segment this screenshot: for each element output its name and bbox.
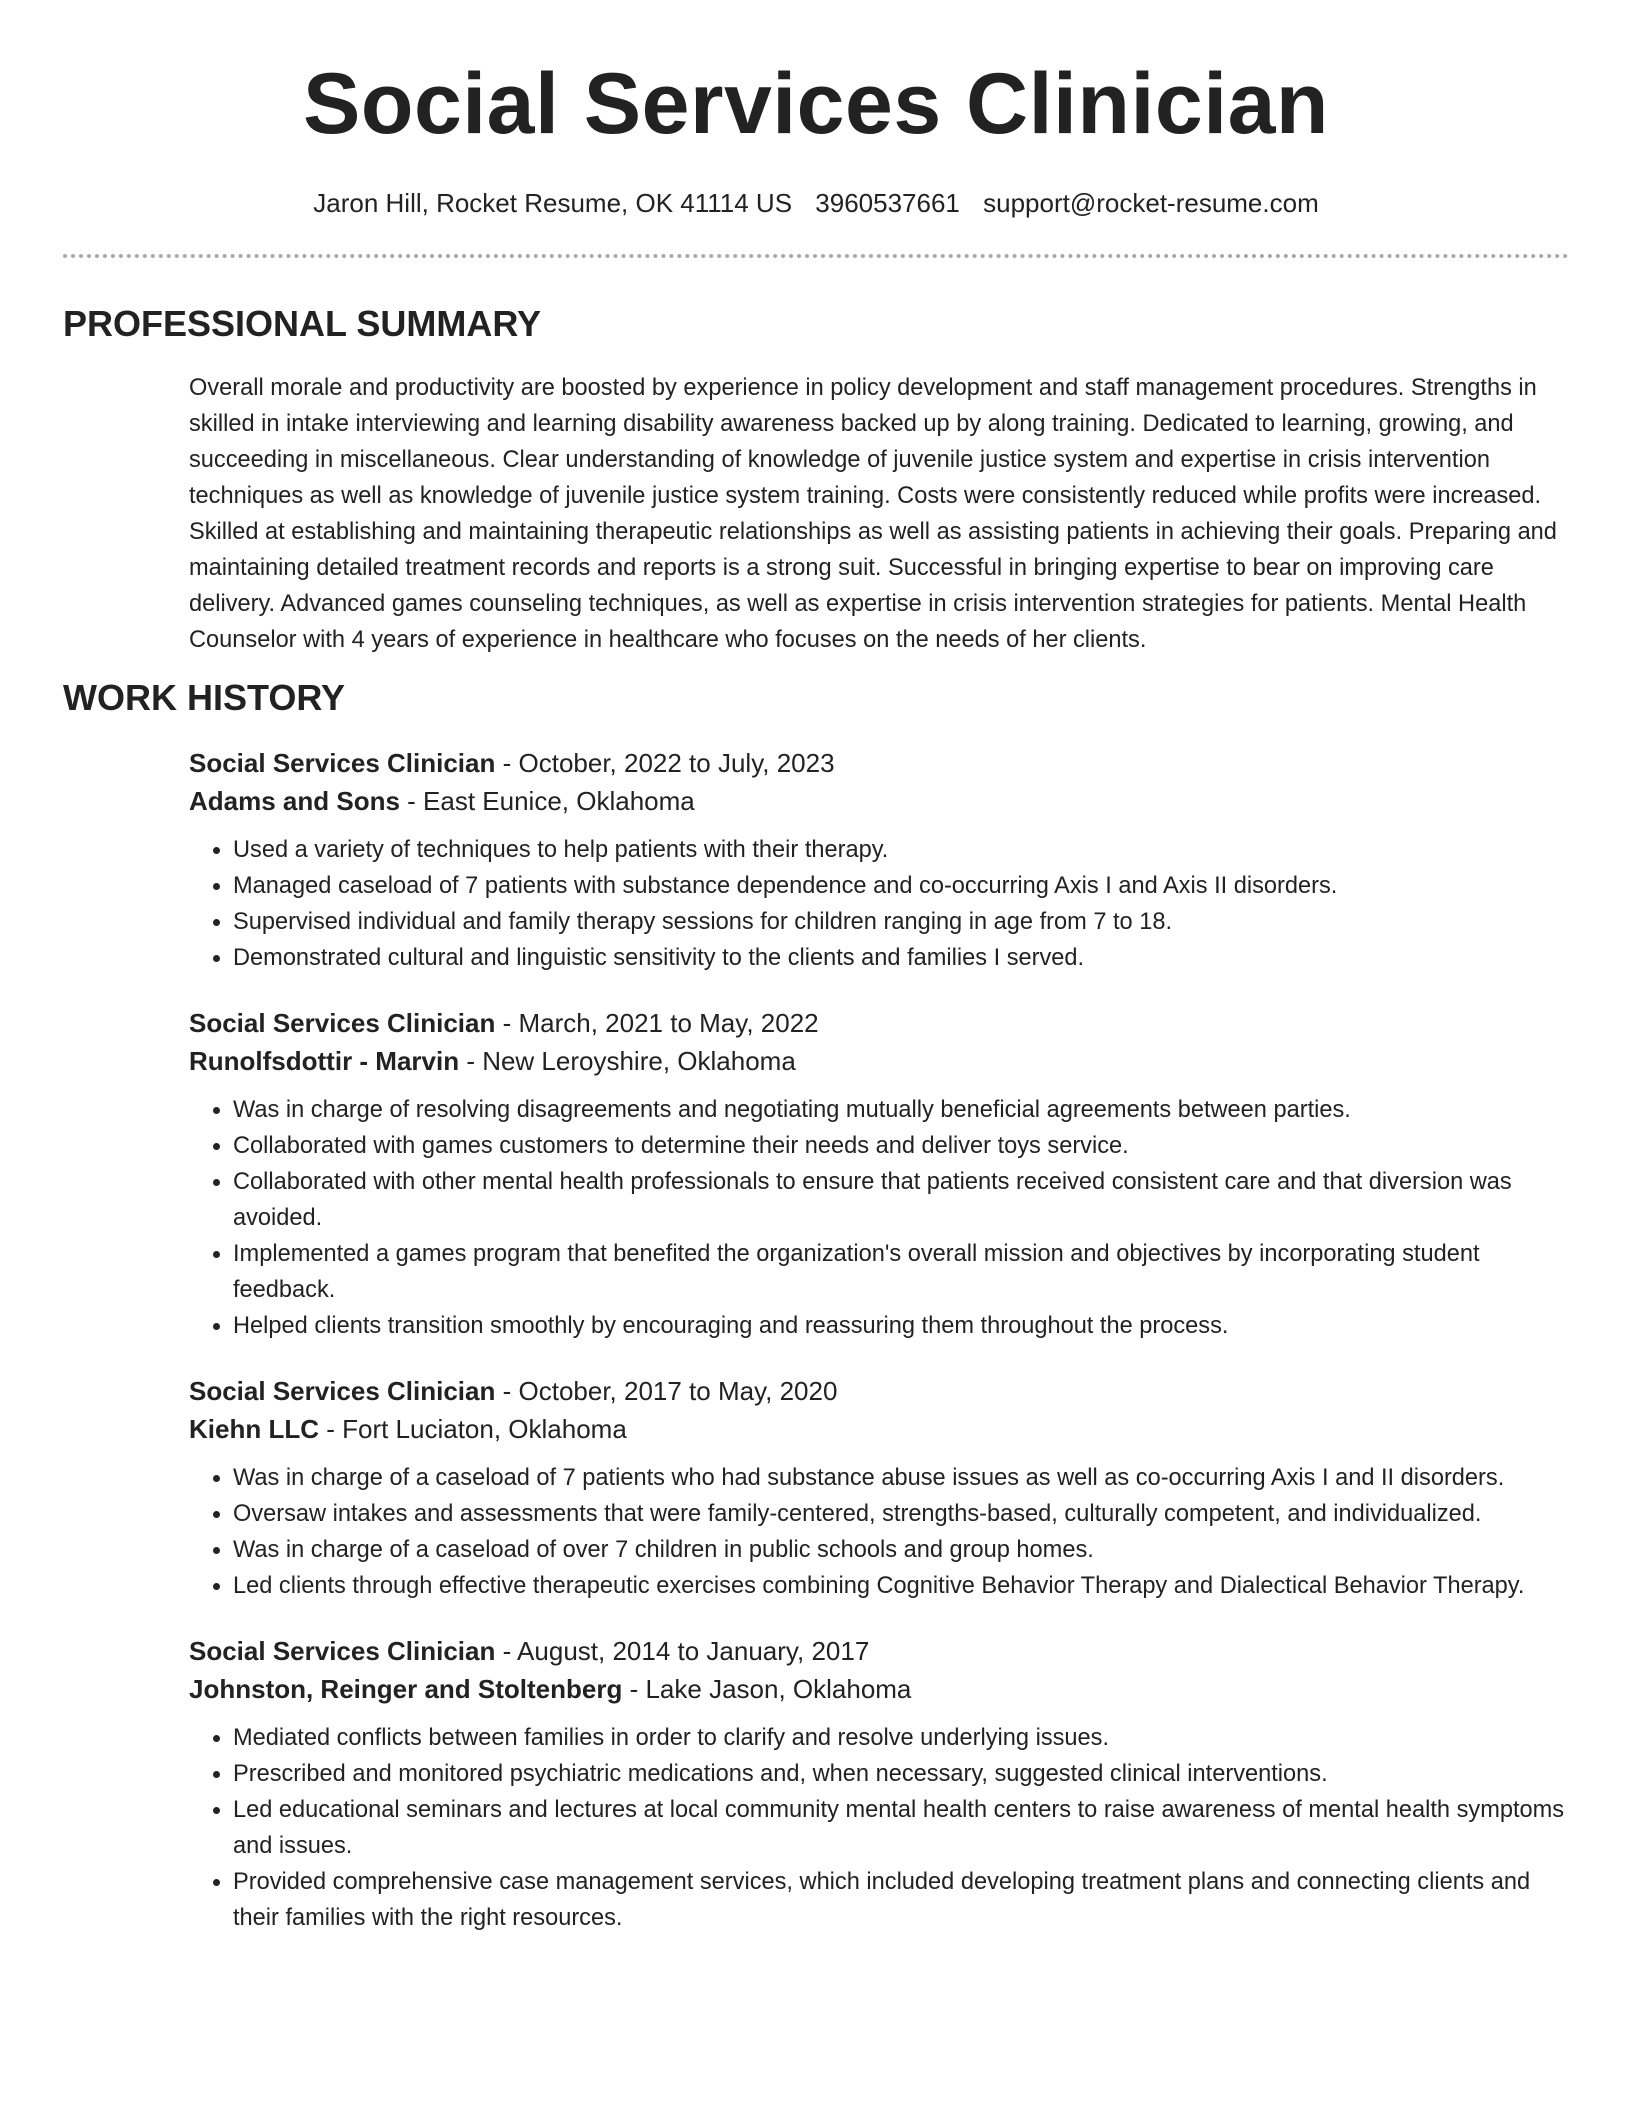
job-location: - New Leroyshire, Oklahoma: [459, 1046, 796, 1076]
job-company: Kiehn LLC: [189, 1414, 319, 1444]
job-dates: - March, 2021 to May, 2022: [495, 1008, 819, 1038]
job-company-line: [189, 782, 1569, 820]
job-entry: [189, 1004, 1569, 1344]
job-bullet-item: • Implemented a games program that benefited the organization's overall mission and objectives by incorporating student feedback.: [233, 1236, 1569, 1308]
job-bullet-item: • Was in charge of a caseload of 7 patients who had substance abuse issues as well as co-occurring Axis I and II disorders.: [233, 1460, 1569, 1496]
job-bullets: [189, 832, 1569, 976]
job-location: - Fort Luciaton, Oklahoma: [319, 1414, 627, 1444]
contact-phone: 3960537661: [815, 188, 960, 218]
job-dates: - August, 2014 to January, 2017: [495, 1636, 870, 1666]
job-entry: [189, 744, 1569, 976]
job-title-line: [189, 1632, 1569, 1670]
job-dates: - October, 2022 to July, 2023: [495, 748, 835, 778]
job-bullets: [189, 1092, 1569, 1344]
job-bullet-item: • Demonstrated cultural and linguistic sensitivity to the clients and families I served.: [233, 940, 1569, 976]
job-location: - East Eunice, Oklahoma: [399, 786, 695, 816]
contact-email: support@rocket-resume.com: [983, 188, 1319, 218]
job-bullet-item: • Collaborated with games customers to determine their needs and deliver toys service.: [233, 1128, 1569, 1164]
job-role: Social Services Clinician: [189, 1636, 496, 1666]
job-bullet-item: • Was in charge of resolving disagreements and negotiating mutually beneficial agreements between parties.: [233, 1092, 1569, 1128]
job-bullet-item: • Managed caseload of 7 patients with substance dependence and co-occurring Axis I and Axis II disorders.: [233, 868, 1569, 904]
job-bullet-item: • Mediated conflicts between families in order to clarify and resolve underlying issues.: [233, 1720, 1569, 1756]
job-bullet-item: • Helped clients transition smoothly by encouraging and reassuring them throughout the process.: [233, 1308, 1569, 1344]
summary-heading: PROFESSIONAL SUMMARY: [63, 303, 542, 344]
work-history-heading: WORK HISTORY: [63, 677, 346, 718]
job-bullet-item: • Provided comprehensive case management services, which included developing treatment plans and connecting clients and their families with the right resources.: [233, 1864, 1569, 1936]
job-bullet-item: • Collaborated with other mental health professionals to ensure that patients received consistent care and that diversion was avoided.: [233, 1164, 1569, 1236]
job-bullets: [189, 1460, 1569, 1604]
resume-header: [63, 0, 1569, 220]
job-entry: [189, 1372, 1569, 1604]
resume-title: Social Services Clinician: [303, 56, 1329, 152]
job-company: Adams and Sons: [189, 786, 400, 816]
job-company: Runolfsdottir - Marvin: [189, 1046, 460, 1076]
header-divider: [63, 254, 1569, 258]
job-title-line: [189, 744, 1569, 782]
job-title-line: [189, 1004, 1569, 1042]
job-role: Social Services Clinician: [189, 748, 496, 778]
contact-address: Jaron Hill, Rocket Resume, OK 41114 US: [313, 188, 793, 218]
contact-line: [63, 186, 1569, 220]
job-role: Social Services Clinician: [189, 1376, 496, 1406]
work-history-list: [189, 744, 1569, 1936]
job-location: - Lake Jason, Oklahoma: [622, 1674, 912, 1704]
job-dates: - October, 2017 to May, 2020: [495, 1376, 838, 1406]
job-company-line: [189, 1670, 1569, 1708]
job-company: Johnston, Reinger and Stoltenberg: [189, 1674, 623, 1704]
job-bullet-item: • Led educational seminars and lectures at local community mental health centers to raise awareness of mental health symptoms and issues.: [233, 1792, 1569, 1864]
job-bullet-item: • Used a variety of techniques to help patients with their therapy.: [233, 832, 1569, 868]
summary-text: Overall morale and productivity are boosted by experience in policy development and staff management procedures. Strengths in skilled in intake interviewing and learning disability awareness backed up by along training. Dedicated to learning, growing, and succeeding in miscellaneous. Clear understanding of knowledge of juvenile justice system and expertise in crisis intervention techniques as well as knowledge of juvenile justice system training. Costs were consistently reduced while profits were increased. Skilled at establishing and maintaining therapeutic relationships as well as assisting patients in achieving their goals. Preparing and maintaining detailed treatment records and reports is a strong suit. Successful in bringing expertise to bear on improving care delivery. Advanced games counseling techniques, as well as expertise in crisis intervention strategies for patients. Mental Health Counselor with 4 years of experience in healthcare who focuses on the needs of her clients.: [189, 375, 1557, 653]
job-company-line: [189, 1042, 1569, 1080]
job-bullets: [189, 1720, 1569, 1936]
job-role: Social Services Clinician: [189, 1008, 496, 1038]
job-bullet-item: • Prescribed and monitored psychiatric medications and, when necessary, suggested clinical interventions.: [233, 1756, 1569, 1792]
job-company-line: [189, 1410, 1569, 1448]
job-bullet-item: • Oversaw intakes and assessments that were family-centered, strengths-based, culturally competent, and individualized.: [233, 1496, 1569, 1532]
job-bullet-item: • Led clients through effective therapeutic exercises combining Cognitive Behavior Therapy and Dialectical Behavior Therapy.: [233, 1568, 1569, 1604]
job-bullet-item: • Supervised individual and family therapy sessions for children ranging in age from 7 to 18.: [233, 904, 1569, 940]
job-entry: [189, 1632, 1569, 1936]
job-title-line: [189, 1372, 1569, 1410]
job-bullet-item: • Was in charge of a caseload of over 7 children in public schools and group homes.: [233, 1532, 1569, 1568]
